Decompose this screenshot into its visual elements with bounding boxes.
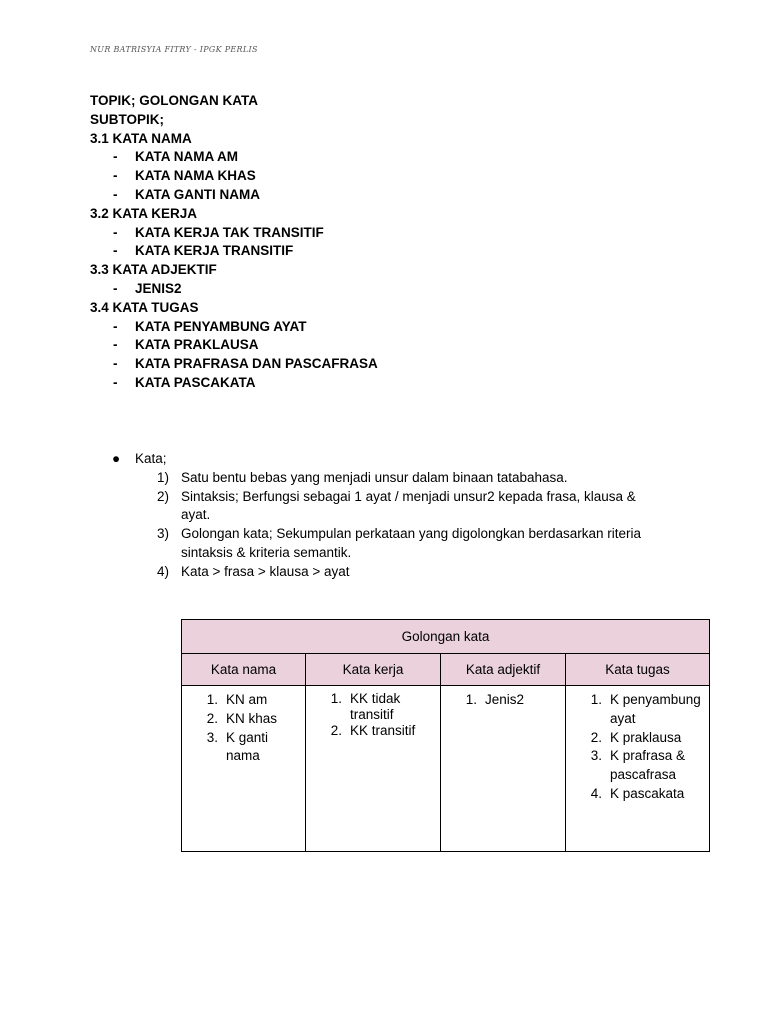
cell-list-number: 2. (330, 723, 342, 738)
outline-item (90, 224, 650, 243)
cell-list-number: 1. (465, 692, 477, 707)
list-number: 3) (157, 526, 170, 542)
list-text: Kata > frasa > klausa > ayat (181, 563, 350, 579)
cell-list-number: 3. (590, 748, 602, 764)
outline-sections (90, 130, 650, 393)
dash-marker: - (113, 149, 118, 165)
outline-item-label: KATA NAMA KHAS (135, 168, 256, 184)
outline-item-label: KATA PENYAMBUNG AYAT (135, 318, 307, 334)
cell-list-text: K praklausa (610, 729, 682, 745)
cell-list-item (182, 710, 299, 729)
golongan-kata-table (181, 619, 710, 852)
bullet-label: Kata; (135, 451, 167, 466)
column-header: Kata adjektif (441, 654, 566, 686)
topic-title: TOPIK; GOLONGAN KATA (90, 93, 258, 108)
cell-list-item (566, 785, 703, 804)
notes-section (112, 450, 672, 582)
bullet-item (112, 450, 672, 469)
cell-list-text: K penyambung ayat (610, 692, 701, 726)
section-heading: 3.4 KATA TUGAS (90, 299, 199, 315)
cell-list-item (441, 691, 559, 710)
outline-item-label: KATA KERJA TAK TRANSITIF (135, 224, 324, 240)
outline-item (90, 318, 650, 337)
dash-marker: - (113, 280, 118, 296)
table-row (182, 686, 710, 852)
cell-list-item (182, 729, 299, 767)
section-heading: 3.3 KATA ADJEKTIF (90, 262, 217, 278)
table-cell (566, 686, 710, 852)
cell-list-text: Jenis2 (485, 692, 525, 707)
list-number: 2) (157, 488, 170, 504)
list-item (112, 563, 672, 582)
cell-list-number: 1. (330, 691, 342, 706)
outline-item (90, 355, 650, 374)
cell-list-number: 4. (590, 785, 602, 801)
cell-list-text: K ganti nama (226, 729, 269, 764)
outline-item-label: KATA NAMA AM (135, 149, 238, 165)
list-text: Golongan kata; Sekumpulan perkataan yang digolongkan berdasarkan riteria sintaksis & kriteria semantik. (181, 526, 642, 560)
list-text: Sintaksis; Berfungsi sebagai 1 ayat / menjadi unsur2 kepada frasa, klausa & ayat. (181, 488, 636, 523)
cell-list-number: 3. (206, 729, 218, 745)
dash-marker: - (113, 243, 118, 259)
dash-marker: - (113, 318, 118, 334)
author-header-note: NUR BATRISYIA FITRY - IPGK PERLIS (90, 45, 258, 54)
outline-item (90, 186, 650, 205)
outline-item-label: JENIS2 (135, 280, 182, 296)
outline-item (90, 242, 650, 261)
cell-list-number: 1. (206, 692, 218, 707)
dash-marker: - (113, 168, 118, 184)
table-title: Golongan kata (182, 620, 710, 654)
outline-item (90, 374, 650, 393)
cell-list-number: 2. (206, 710, 218, 726)
outline-item-label: KATA KERJA TRANSITIF (135, 243, 294, 259)
section-heading: 3.2 KATA KERJA (90, 205, 198, 221)
outline-item (90, 167, 650, 186)
cell-list-text: K pascakata (610, 785, 685, 801)
list-item (112, 488, 672, 526)
dash-marker: - (113, 224, 118, 240)
dash-marker: - (113, 186, 118, 202)
cell-list-item (566, 729, 703, 748)
subtopic-label: SUBTOPIK; (90, 111, 165, 127)
dash-marker: - (113, 374, 118, 390)
outline-item-label: KATA GANTI NAMA (135, 186, 260, 202)
outline-item (90, 280, 650, 299)
cell-list-text: KN khas (226, 710, 278, 726)
column-header: Kata tugas (566, 654, 710, 686)
cell-list-item (182, 691, 299, 710)
outline-item-label: KATA PRAFRASA DAN PASCAFRASA (135, 356, 378, 372)
cell-list-number: 1. (590, 692, 602, 707)
cell-list-item (306, 691, 434, 723)
outline-item-label: KATA PRAKLAUSA (135, 337, 259, 353)
notes-numbered-list (112, 469, 672, 582)
list-item (112, 469, 672, 488)
table-cell (182, 686, 306, 852)
outline-item (90, 148, 650, 167)
cell-list-text: KK tidak transitif (350, 691, 401, 722)
section-heading: 3.1 KATA NAMA (90, 130, 192, 146)
column-header: Kata kerja (306, 654, 441, 686)
list-number: 1) (157, 469, 170, 485)
table-cell (441, 686, 566, 852)
outline-item (90, 336, 650, 355)
cell-list-text: KN am (226, 692, 268, 707)
list-number: 4) (157, 563, 170, 579)
table-cell (306, 686, 441, 852)
cell-list-item (566, 691, 703, 729)
topic-outline (90, 92, 650, 393)
dash-marker: - (113, 356, 118, 372)
table-header-row (182, 654, 710, 686)
dash-marker: - (113, 337, 118, 353)
cell-list-number: 2. (590, 729, 602, 745)
column-header: Kata nama (182, 654, 306, 686)
cell-list-text: K prafrasa & pascafrasa (610, 748, 686, 783)
list-text: Satu bentu bebas yang menjadi unsur dalam binaan tatabahasa. (181, 469, 568, 485)
bullet-icon: ● (112, 451, 121, 466)
cell-list-item (306, 723, 434, 739)
outline-item-label: KATA PASCAKATA (135, 374, 256, 390)
cell-list-item (566, 747, 703, 785)
list-item (112, 525, 672, 563)
cell-list-text: KK transitif (350, 723, 416, 738)
